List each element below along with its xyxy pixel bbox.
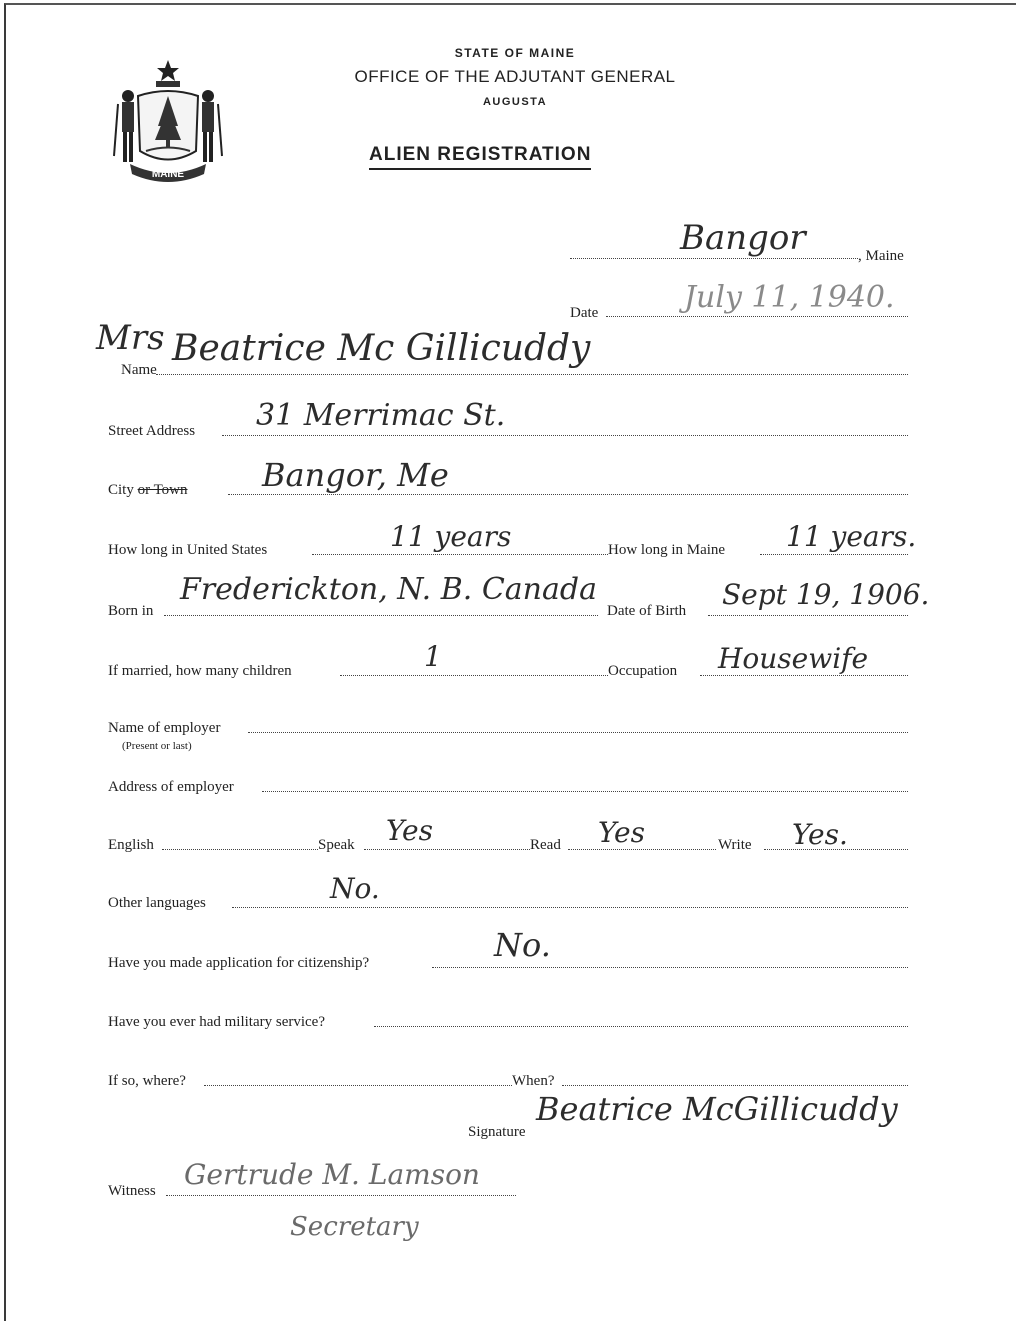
witness-entry: Gertrude M. Lamson bbox=[184, 1158, 480, 1191]
write-label: Write bbox=[718, 837, 752, 853]
date-of-birth-entry: Sept 19, 1906. bbox=[722, 578, 930, 611]
speak-entry: Yes bbox=[386, 814, 433, 847]
children-line bbox=[340, 675, 608, 676]
date-entry: July 11, 1940. bbox=[684, 280, 895, 315]
read-entry: Yes bbox=[598, 816, 645, 849]
street-address-entry: 31 Merrimac St. bbox=[256, 398, 506, 433]
name-entry: Beatrice Mc Gillicuddy bbox=[172, 328, 591, 369]
where-label: If so, where? bbox=[108, 1073, 186, 1089]
when-label: When? bbox=[512, 1073, 555, 1089]
header-city: AUGUSTA bbox=[482, 96, 548, 108]
name-prefix-entry: Mrs bbox=[96, 318, 165, 358]
other-languages-line bbox=[232, 907, 908, 908]
svg-text:MAINE: MAINE bbox=[151, 169, 185, 180]
how-long-us-line bbox=[312, 554, 608, 555]
how-long-maine-line bbox=[760, 554, 908, 555]
witness-title-entry: Secretary bbox=[290, 1212, 419, 1242]
employer-address-line bbox=[262, 791, 908, 792]
maine-state-seal-icon bbox=[108, 56, 228, 186]
citizenship-entry: No. bbox=[494, 926, 551, 964]
english-label: English bbox=[108, 837, 154, 853]
street-address-label: Street Address bbox=[108, 423, 196, 439]
employer-name-line bbox=[248, 732, 908, 733]
name-label: Name bbox=[121, 362, 157, 378]
employer-address-label: Address of employer bbox=[108, 779, 234, 795]
speak-line bbox=[364, 849, 530, 850]
how-long-us-entry: 11 years bbox=[390, 520, 512, 553]
header-state: STATE OF MAINE bbox=[454, 46, 576, 60]
speak-label: Speak bbox=[318, 837, 355, 853]
born-in-entry: Frederickton, N. B. Canada bbox=[180, 572, 597, 607]
born-in-label: Born in bbox=[108, 603, 154, 619]
occupation-line bbox=[700, 675, 908, 676]
children-label: If married, how many children bbox=[108, 663, 292, 679]
where-line bbox=[204, 1085, 512, 1086]
how-long-maine-entry: 11 years. bbox=[786, 520, 917, 553]
date-of-birth-label: Date of Birth bbox=[607, 603, 687, 619]
city-line bbox=[228, 494, 908, 495]
date-of-birth-line bbox=[708, 615, 908, 616]
born-in-line bbox=[164, 615, 598, 616]
witness-label: Witness bbox=[108, 1183, 156, 1199]
other-languages-entry: No. bbox=[330, 872, 380, 905]
witness-line bbox=[166, 1195, 516, 1196]
city-entry: Bangor, Me bbox=[262, 456, 449, 494]
other-languages-label: Other languages bbox=[108, 895, 206, 911]
street-address-line bbox=[222, 435, 908, 436]
write-entry: Yes. bbox=[792, 818, 848, 851]
maine-label: , Maine bbox=[858, 248, 904, 264]
read-label: Read bbox=[530, 837, 561, 853]
name-line bbox=[156, 374, 908, 375]
occupation-label: Occupation bbox=[608, 663, 678, 679]
place-entry: Bangor bbox=[680, 218, 806, 258]
when-line bbox=[562, 1085, 908, 1086]
date-label: Date bbox=[570, 305, 599, 321]
how-long-us-label: How long in United States bbox=[108, 542, 268, 558]
military-line bbox=[374, 1026, 908, 1027]
place-line bbox=[570, 258, 858, 259]
citizenship-line bbox=[432, 967, 908, 968]
city-label: City or Town bbox=[108, 482, 188, 498]
form-title: ALIEN REGISTRATION bbox=[369, 144, 591, 170]
signature-entry: Beatrice McGillicuddy bbox=[536, 1090, 898, 1128]
children-entry: 1 bbox=[424, 640, 442, 673]
english-line bbox=[162, 849, 318, 850]
date-line bbox=[606, 316, 908, 317]
employer-name-label: Name of employer bbox=[108, 720, 221, 736]
military-label: Have you ever had military service? bbox=[108, 1014, 325, 1030]
header-office: OFFICE OF THE ADJUTANT GENERAL bbox=[354, 67, 676, 86]
how-long-maine-label: How long in Maine bbox=[608, 542, 726, 558]
citizenship-label: Have you made application for citizenship? bbox=[108, 955, 370, 971]
signature-label: Signature bbox=[468, 1124, 526, 1140]
employer-note: (Present or last) bbox=[122, 740, 192, 752]
occupation-entry: Housewife bbox=[718, 642, 869, 675]
read-line bbox=[568, 849, 716, 850]
